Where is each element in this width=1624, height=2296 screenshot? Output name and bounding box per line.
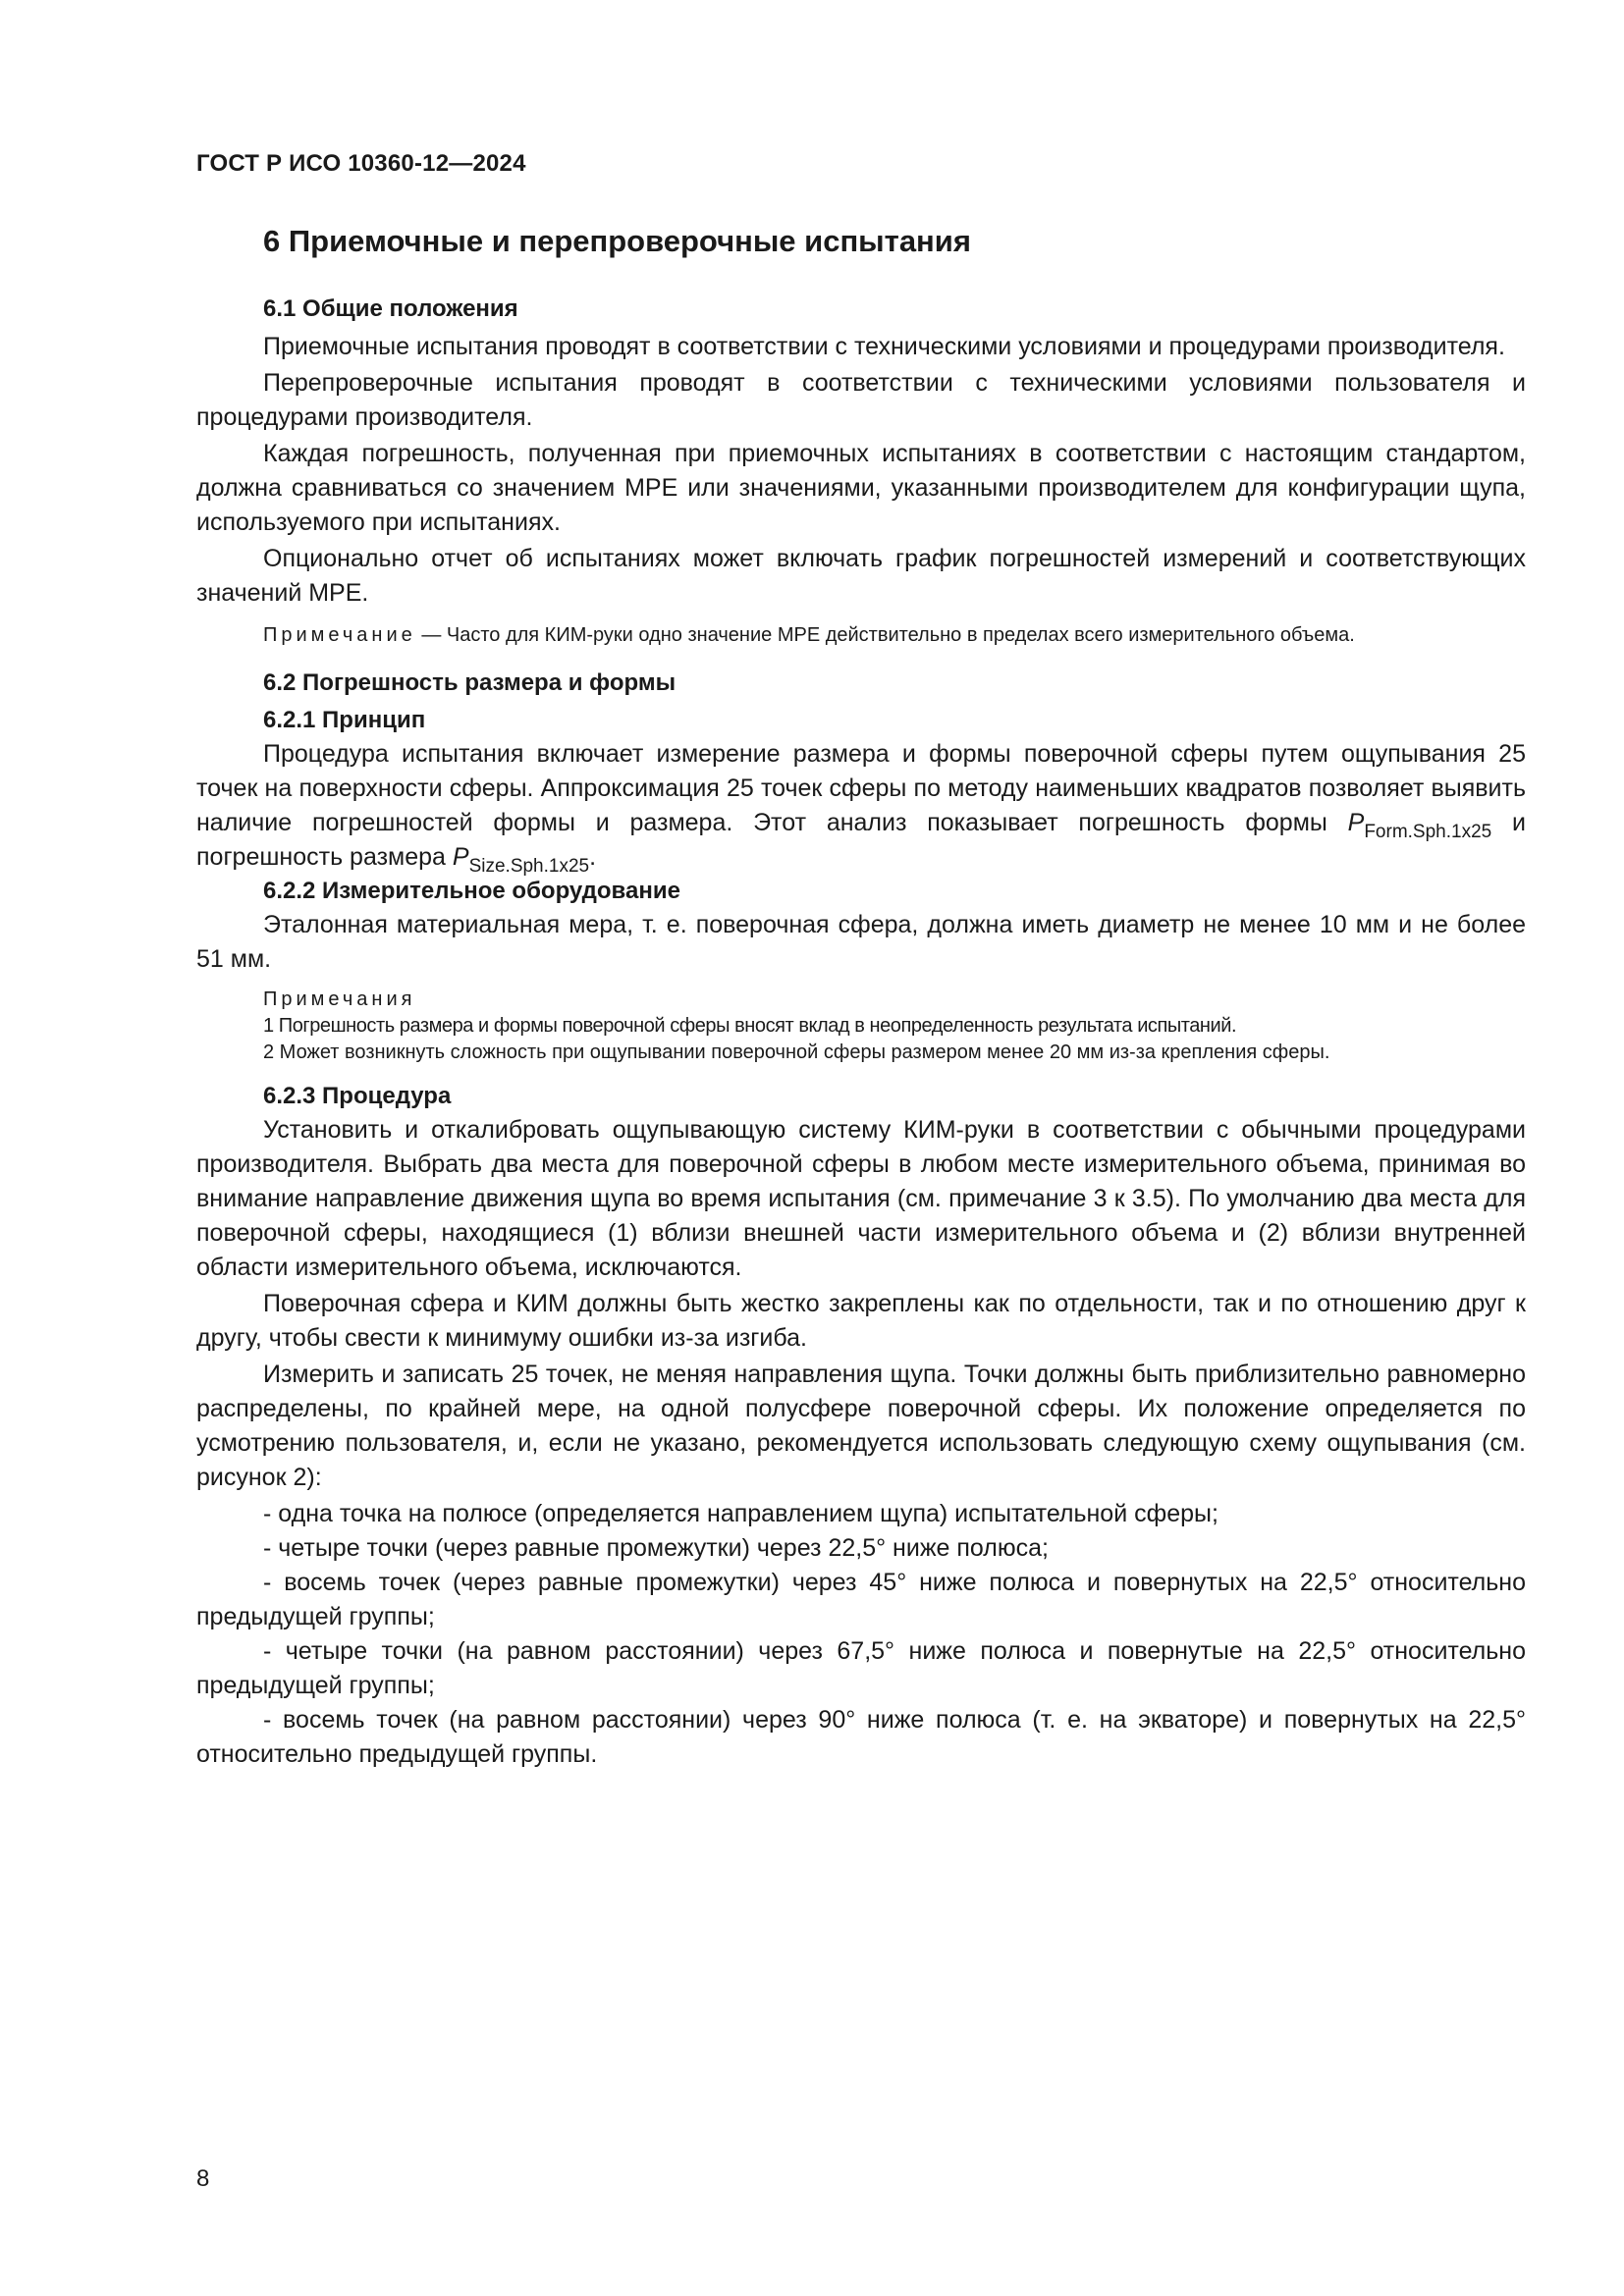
- clause-6-2-2-title: 6.2.2 Измерительное оборудование: [263, 878, 680, 904]
- paragraph: Установить и откалибровать ощупывающую систему КИМ-руки в соответствии с обычными процедурами производителя. Выбрать два места для поверочной сферы в любом месте измерительного объема, принимая во внимание направление движения щупа во время испытания (см. примечание 3 к 3.5). По умолчанию два места для поверочной сферы, находящиеся (1) вблизи внешней части измерительного объема и (2) вблизи внутренней области измерительного объема, исключаются.: [196, 1116, 1526, 1281]
- form-error-subscript: Form.Sph.1x25: [1364, 822, 1492, 842]
- list-item: - одна точка на полюсе (определяется направлением щупа) испытательной сферы;: [263, 1500, 1218, 1527]
- size-error-symbol: P: [452, 843, 469, 871]
- paragraph: Приемочные испытания проводят в соответствии с техническими условиями и процедурами производителя.: [263, 333, 1505, 360]
- standard-designation: ГОСТ Р ИСО 10360-12—2024: [196, 150, 526, 177]
- note: [196, 622, 1526, 649]
- clause-6-2-3-title: 6.2.3 Процедура: [263, 1083, 452, 1109]
- section-title: 6 Приемочные и перепроверочные испытания: [263, 224, 971, 258]
- form-error-symbol: P: [1347, 809, 1365, 836]
- equipment-paragraph: Эталонная материальная мера, т. е. поверочная сфера, должна иметь диаметр не менее 10 мм и не более 51 мм.: [196, 911, 1526, 973]
- size-error-subscript: Size.Sph.1x25: [468, 856, 590, 877]
- note-item: 1 Погрешность размера и формы поверочной сферы вносят вклад в неопределенность результата испытаний.: [263, 1015, 1237, 1037]
- subsection-6-2-title: 6.2 Погрешность размера и формы: [263, 669, 677, 696]
- principle-paragraph: Процедура испытания включает измерение размера и формы поверочной сферы путем ощупывания 25 точек на поверхности сферы. Аппроксимация 25 точек сферы по методу наименьших квадратов позволяет выявить наличие погрешностей формы и размера. Этот анализ показывает погрешность формы $P_{Form.Sph.1x25}$ и погрешность размера $P_{Size.Sph.1x25}$.: [196, 740, 1526, 877]
- list-item: - восемь точек (на равном расстоянии) через 90° ниже полюса (т. е. на экваторе) и повернутых на 22,5° относительно предыдущей группы.: [196, 1706, 1526, 1768]
- note-item: 2 Может возникнуть сложность при ощупывании поверочной сферы размером менее 20 мм из-за крепления сферы.: [263, 1041, 1330, 1063]
- list-item: - восемь точек (через равные промежутки) через 45° ниже полюса и повернутых на 22,5° относительно предыдущей группы;: [196, 1569, 1526, 1630]
- note-label: Примечание: [263, 624, 416, 646]
- paragraph: Опционально отчет об испытаниях может включать график погрешностей измерений и соответствующих значений MPE.: [196, 545, 1526, 607]
- list-item: - четыре точки (на равном расстоянии) через 67,5° ниже полюса и повернутые на 22,5° относительно предыдущей группы;: [196, 1637, 1526, 1699]
- notes-label: Примечания: [263, 988, 416, 1010]
- page-body: [196, 222, 1526, 1772]
- list-item: - четыре точки (через равные промежутки) через 22,5° ниже полюса;: [263, 1534, 1049, 1562]
- paragraph: Перепроверочные испытания проводят в соответствии с техническими условиями пользователя и процедурами производителя.: [196, 369, 1526, 431]
- subsection-6-1-title: 6.1 Общие положения: [263, 295, 518, 322]
- paragraph: Измерить и записать 25 точек, не меняя направления щупа. Точки должны быть приблизительно равномерно распределены, по крайней мере, на одной полусфере поверочной сферы. Их положение определяется по усмотрению пользователя, и, если не указано, рекомендуется использовать следующую схему ощупывания (см. рисунок 2):: [196, 1361, 1526, 1491]
- paragraph: Поверочная сфера и КИМ должны быть жестко закреплены как по отдельности, так и по отношению друг к другу, чтобы свести к минимуму ошибки из-за изгиба.: [196, 1290, 1526, 1352]
- notes-block: [196, 987, 1526, 1066]
- clause-6-2-1-title: 6.2.1 Принцип: [263, 707, 426, 733]
- page-number: 8: [196, 2165, 210, 2192]
- note-text: — Часто для КИМ-руки одно значение MPE действительно в пределах всего измерительного объема.: [415, 624, 1355, 646]
- paragraph: Каждая погрешность, полученная при приемочных испытаниях в соответствии с настоящим стандартом, должна сравниваться со значением MPE или значениями, указанными производителем для конфигурации щупа, используемого при испытаниях.: [196, 440, 1526, 536]
